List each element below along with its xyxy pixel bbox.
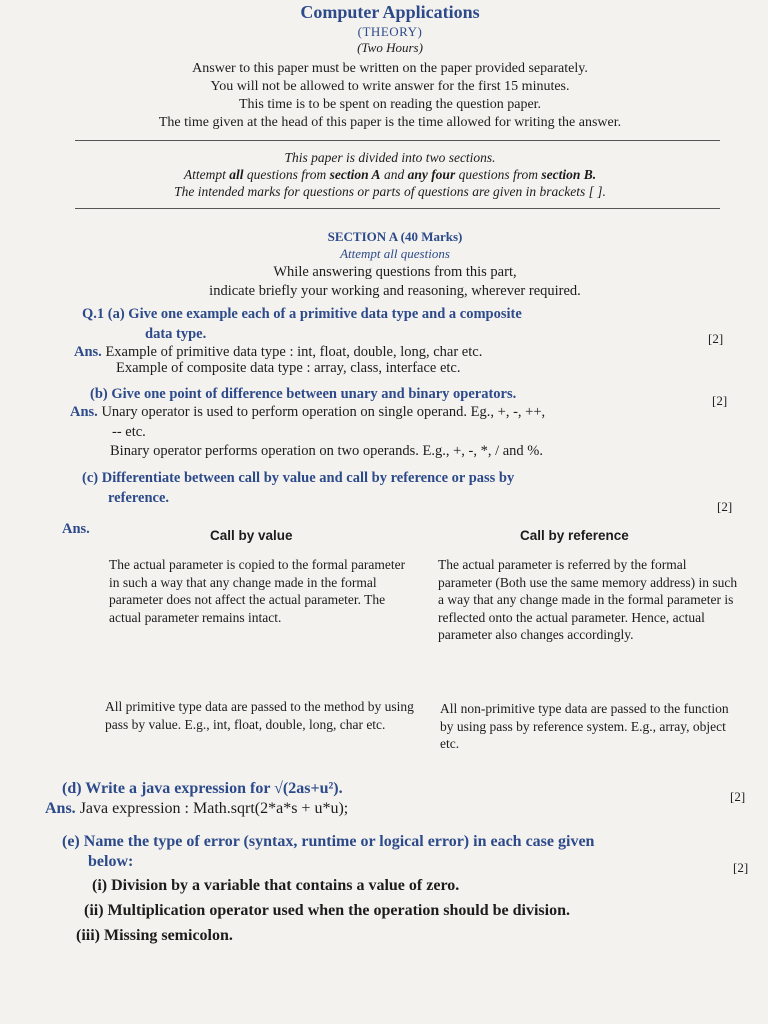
marks-label: [2] xyxy=(717,499,733,514)
marks-label: [2] xyxy=(730,789,746,804)
section-a-title: SECTION A (40 Marks) xyxy=(327,229,463,244)
sections-note-line: The intended marks for questions or parts of questions are given in brackets [ ]. xyxy=(174,184,606,199)
table-header-call-by-value: Call by value xyxy=(210,528,293,543)
sections-note-line: Attempt all questions from section A and any four questions from section B. xyxy=(183,167,597,182)
answer-1d: Ans. Java expression : Math.sqrt(2*a*s + u*u); xyxy=(45,800,349,817)
instruction-line: This time is to be spent on reading the question paper. xyxy=(238,97,542,112)
question-1c: (c) Differentiate between call by value and call by reference or pass by xyxy=(82,470,515,486)
sections-note-line: This paper is divided into two sections. xyxy=(284,150,496,165)
answer-1a-cont: Example of composite data type : array, class, interface etc. xyxy=(116,360,461,376)
answer-1a: Ans. Example of primitive data type : int, float, double, long, char etc. xyxy=(74,344,483,360)
instruction-line: You will not be allowed to write answer for the first 15 minutes. xyxy=(210,79,570,94)
answer-1b-cont: Binary operator performs operation on two operands. E.g., +, -, *, / and %. xyxy=(110,443,543,459)
marks-label: [2] xyxy=(733,860,749,875)
question-1b: (b) Give one point of difference between unary and binary operators. xyxy=(90,386,517,402)
section-a-note: While answering questions from this part, xyxy=(273,264,517,280)
divider xyxy=(75,140,720,141)
answer-label: Ans. xyxy=(70,404,98,420)
question-1a-cont: data type. xyxy=(145,326,207,342)
table-header-call-by-reference: Call by reference xyxy=(520,528,629,543)
paper-subtitle: (THEORY) xyxy=(357,24,423,39)
section-a-note: indicate briefly your working and reasoning, wherever required. xyxy=(209,283,581,299)
question-1e-ii: (ii) Multiplication operator used when the operation should be division. xyxy=(84,902,570,919)
question-1e-cont: below: xyxy=(88,853,134,870)
answer-label: Ans. xyxy=(74,344,102,360)
table-cell: The actual parameter is referred by the formal parameter (Both use the same memory address) in such a way that any change made in the formal parameter is reflected onto the actual parameter. Hence, actual parameter also changes accordingly. xyxy=(438,557,738,642)
table-cell: All non-primitive type data are passed to the function by using pass by reference system. E.g., array, object etc. xyxy=(440,701,729,751)
question-1a: Q.1 (a) Give one example each of a primitive data type and a composite xyxy=(82,306,522,322)
instruction-line: Answer to this paper must be written on the paper provided separately. xyxy=(192,61,588,76)
marks-label: [2] xyxy=(712,393,728,408)
marks-label: [2] xyxy=(708,331,724,346)
divider xyxy=(75,208,720,209)
answer-label: Ans. xyxy=(62,521,90,537)
table-cell: All primitive type data are passed to the method by using pass by value. E.g., int, float, double, long, char etc. xyxy=(105,699,414,732)
question-1e: (e) Name the type of error (syntax, runtime or logical error) in each case given xyxy=(62,833,595,850)
table-cell: The actual parameter is copied to the formal parameter in such a way that any change made in the formal parameter does not affect the actual parameter. The actual parameter remains intact. xyxy=(109,557,406,625)
question-1d: (d) Write a java expression for √(2as+u²). xyxy=(62,780,343,797)
section-a-subtitle: Attempt all questions xyxy=(340,246,450,261)
instruction-line: The time given at the head of this paper is the time allowed for writing the answer. xyxy=(158,115,622,130)
question-1e-iii: (iii) Missing semicolon. xyxy=(76,927,233,944)
paper-title: Computer Applications xyxy=(300,2,480,22)
question-1c-cont: reference. xyxy=(108,490,170,506)
question-1e-i: (i) Division by a variable that contains a value of zero. xyxy=(92,877,460,894)
answer-1b: Ans. Unary operator is used to perform operation on single operand. Eg., +, -, ++, xyxy=(70,404,546,420)
paper-duration: (Two Hours) xyxy=(357,40,423,55)
answer-1b-cont: -- etc. xyxy=(112,424,146,440)
answer-label: Ans. xyxy=(45,800,76,817)
